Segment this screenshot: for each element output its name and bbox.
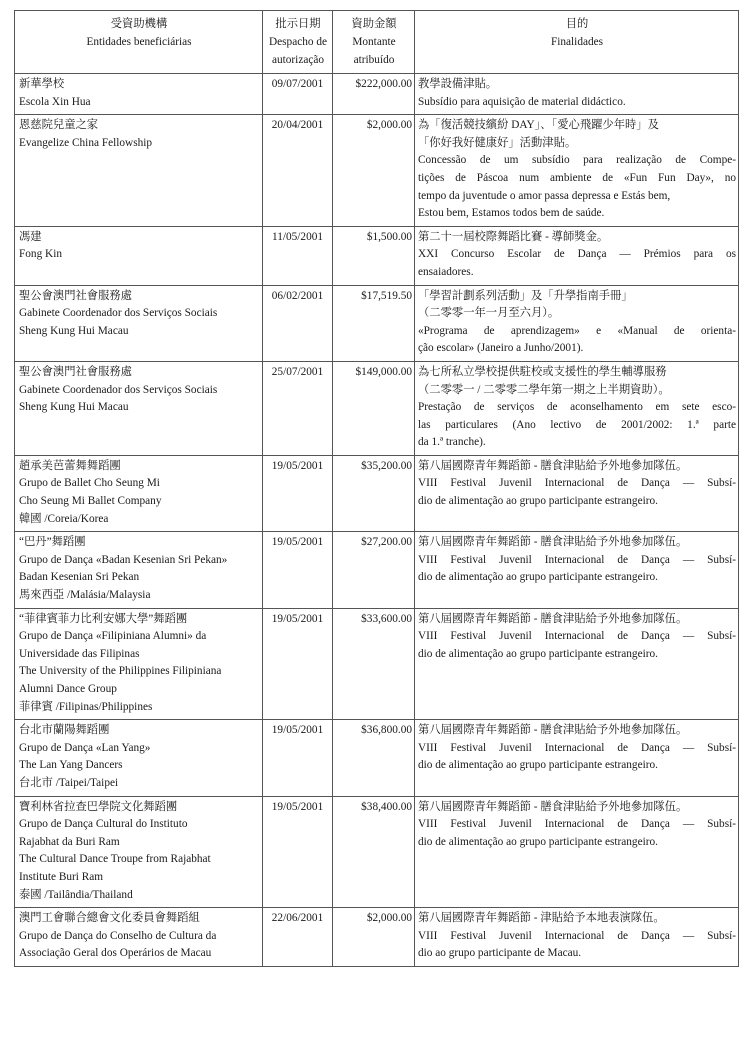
table-row: [15, 908, 739, 967]
entity-cell: [15, 532, 263, 608]
amount-cell: $36,800.00: [333, 720, 415, 796]
purpose-cell: [415, 115, 739, 227]
entity-line: Badan Kesenian Sri Pekan: [19, 571, 140, 584]
purpose-line: dio de alimentação ao grupo participante estrangeiro.: [418, 495, 658, 508]
header-purpose-zh: 目的: [565, 18, 589, 30]
purpose-line: 為「復活競技繽紛 DAY」、「愛心飛躍少年時」及: [418, 119, 659, 132]
entity-cell: [15, 908, 263, 967]
purpose-cell: [415, 74, 739, 115]
entity-line: Gabinete Coordenador dos Serviços Sociais: [19, 383, 218, 396]
entity-cell: [15, 285, 263, 361]
amount-cell: $149,000.00: [333, 361, 415, 455]
entity-line: 新華學校: [19, 78, 65, 90]
purpose-cell: [415, 226, 739, 285]
purpose-line: 「你好我好健康好」活動津貼。: [418, 136, 577, 149]
table-row: [15, 361, 739, 455]
entity-line: Cho Seung Mi Ballet Company: [19, 495, 162, 508]
entity-line: Grupo de Dança «Lan Yang»: [19, 741, 151, 754]
table-row: [15, 115, 739, 227]
entity-cell: [15, 361, 263, 455]
table-header-row: [15, 11, 739, 74]
entity-line: 菲律賓 /Filipinas/Philippines: [19, 700, 153, 713]
purpose-cell: [415, 720, 739, 796]
header-purpose: [415, 11, 739, 74]
date-cell: 19/05/2001: [263, 532, 333, 608]
purpose-line: XXI Concurso Escolar de Dança — Prémios para os: [418, 248, 736, 261]
purpose-line: 第八屆國際青年舞蹈節 - 膳食津貼給予外地參加隊伍。: [418, 612, 688, 625]
entity-line: Grupo de Dança Cultural do Instituto: [19, 818, 188, 831]
purpose-line: dio de alimentação ao grupo participante estrangeiro.: [418, 647, 658, 660]
date-cell: 06/02/2001: [263, 285, 333, 361]
entity-cell: [15, 720, 263, 796]
table-row: [15, 455, 739, 531]
entity-line: Alumni Dance Group: [19, 683, 117, 695]
header-amount-zh: 資助金額: [351, 18, 397, 30]
entity-cell: [15, 608, 263, 720]
purpose-line: VIII Festival Juvenil Internacional de Dança — Subsí-: [418, 630, 736, 643]
header-date-pt-2: autorização: [271, 54, 325, 66]
table-row: [15, 285, 739, 361]
purpose-line: 「學習計劃系列活動」及「升學指南手冊」: [418, 289, 633, 302]
entity-line: Escola Xin Hua: [19, 95, 91, 108]
header-entity-pt: Entidades beneficiárias: [86, 36, 192, 48]
amount-cell: $33,600.00: [333, 608, 415, 720]
entity-line: Grupo de Ballet Cho Seung Mi: [19, 477, 160, 490]
purpose-cell: [415, 532, 739, 608]
date-cell: 19/05/2001: [263, 608, 333, 720]
entity-line: The Lan Yang Dancers: [19, 759, 123, 772]
amount-cell: $1,500.00: [333, 226, 415, 285]
purpose-line: 為七所私立學校提供駐校或支援性的學生輔導服務: [418, 365, 667, 378]
entity-line: Grupo de Dança «Filipiniana Alumni» da: [19, 630, 207, 643]
table-row: [15, 226, 739, 285]
amount-cell: $2,000.00: [333, 115, 415, 227]
header-purpose-pt: Finalidades: [550, 36, 604, 48]
amount-cell: $222,000.00: [333, 74, 415, 115]
date-cell: 19/05/2001: [263, 455, 333, 531]
purpose-line: da 1.ª tranche).: [418, 436, 486, 449]
entity-line: Gabinete Coordenador dos Serviços Sociais: [19, 307, 218, 320]
purpose-line: VIII Festival Juvenil Internacional de Dança — Subsí-: [418, 741, 736, 754]
date-cell: 25/07/2001: [263, 361, 333, 455]
purpose-cell: [415, 455, 739, 531]
amount-cell: $38,400.00: [333, 796, 415, 908]
purpose-line: tições de Páscoa num ambiente de «Fun Fun Day», no: [418, 171, 736, 184]
purpose-line: 第八屆國際青年舞蹈節 - 膳食津貼給予外地參加隊伍。: [418, 800, 688, 813]
purpose-line: （二零零一年一月至六月）。: [418, 307, 560, 320]
purpose-line: dio ao grupo participante de Macau.: [418, 947, 582, 960]
purpose-line: dio de alimentação ao grupo participante estrangeiro.: [418, 571, 658, 584]
header-amount: [333, 11, 415, 74]
header-entity-zh: 受資助機構: [110, 18, 168, 30]
entity-line: 趙承美芭蕾舞舞蹈團: [19, 459, 121, 472]
purpose-line: dio de alimentação ao grupo participante estrangeiro.: [418, 759, 658, 772]
purpose-cell: [415, 285, 739, 361]
entity-line: 恩慈院兒童之家: [19, 119, 99, 132]
entity-line: 寶利林省拉查巴學院文化舞蹈團: [19, 800, 178, 813]
purpose-line: （二零零一 / 二零零二學年第一期之上半期資助）。: [418, 383, 670, 396]
purpose-line: dio de alimentação ao grupo participante estrangeiro.: [418, 835, 658, 848]
entity-line: Associação Geral dos Operários de Macau: [19, 947, 212, 960]
entity-line: Sheng Kung Hui Macau: [19, 401, 129, 414]
purpose-cell: [415, 361, 739, 455]
purpose-line: ensaiadores.: [418, 265, 474, 278]
purpose-line: Prestação de serviços de aconselhamento em sete esco-: [418, 401, 736, 414]
entity-line: The Cultural Dance Troupe from Rajabhat: [19, 853, 211, 866]
purpose-line: 第八屆國際青年舞蹈節 - 膳食津貼給予外地參加隊伍。: [418, 536, 688, 549]
purpose-line: VIII Festival Juvenil Internacional de Dança — Subsí-: [418, 477, 736, 490]
entity-line: Rajabhat da Buri Ram: [19, 835, 120, 848]
purpose-line: VIII Festival Juvenil Internacional de Dança — Subsí-: [418, 818, 736, 831]
purpose-line: 第八屆國際青年舞蹈節 - 津貼給予本地表演隊伍。: [418, 912, 665, 925]
amount-cell: $2,000.00: [333, 908, 415, 967]
purpose-line: VIII Festival Juvenil Internacional de Dança — Subsí-: [418, 929, 736, 942]
header-amount-pt-1: Montante: [352, 36, 396, 48]
header-date-pt-1: Despacho de: [268, 36, 328, 48]
table-row: [15, 796, 739, 908]
purpose-line: las particulares (Ano lectivo de 2001/2002: 1.ª parte: [418, 418, 736, 431]
purpose-line: Subsídio para aquisição de material didáctico.: [418, 95, 626, 108]
entity-cell: [15, 115, 263, 227]
entity-line: Fong Kin: [19, 248, 62, 261]
date-cell: 22/06/2001: [263, 908, 333, 967]
entity-line: 馮建: [19, 230, 42, 243]
entity-line: Grupo de Dança «Badan Kesenian Sri Pekan»: [19, 553, 228, 566]
grants-table: [14, 10, 739, 967]
table-row: [15, 532, 739, 608]
table-row: [15, 720, 739, 796]
purpose-cell: [415, 608, 739, 720]
entity-line: Evangelize China Fellowship: [19, 136, 153, 149]
purpose-line: 第二十一屆校際舞蹈比賽 - 導師獎金。: [418, 230, 609, 243]
entity-line: 聖公會澳門社會服務處: [19, 289, 132, 302]
entity-line: 泰國 /Tailândia/Thailand: [19, 888, 133, 901]
entity-cell: [15, 74, 263, 115]
entity-line: 馬來西亞 /Malásia/Malaysia: [19, 589, 151, 602]
entity-line: 韓國 /Coreia/Korea: [19, 512, 109, 525]
entity-line: “菲律賓菲力比利安娜大學”舞蹈團: [19, 612, 188, 625]
amount-cell: $17,519.50: [333, 285, 415, 361]
table-row: [15, 74, 739, 115]
purpose-line: VIII Festival Juvenil Internacional de Dança — Subsí-: [418, 553, 736, 566]
entity-line: Institute Buri Ram: [19, 870, 104, 883]
purpose-line: 第八屆國際青年舞蹈節 - 膳食津貼給予外地參加隊伍。: [418, 459, 688, 472]
amount-cell: $27,200.00: [333, 532, 415, 608]
purpose-cell: [415, 908, 739, 967]
entity-line: “巴丹”舞蹈團: [19, 536, 86, 549]
purpose-line: «Programa de aprendizagem» e «Manual de orienta-: [418, 324, 736, 337]
entity-cell: [15, 455, 263, 531]
entity-cell: [15, 796, 263, 908]
entity-line: 台北市蘭陽舞蹈團: [19, 724, 110, 737]
purpose-line: ção escolar» (Janeiro a Junho/2001).: [418, 342, 584, 355]
date-cell: 20/04/2001: [263, 115, 333, 227]
header-entity: [15, 11, 263, 74]
entity-line: 澳門工會聯合總會文化委員會舞蹈組: [19, 912, 200, 925]
date-cell: 09/07/2001: [263, 74, 333, 115]
purpose-line: Estou bem, Estamos todos bem de saúde.: [418, 207, 605, 220]
entity-cell: [15, 226, 263, 285]
header-date: [263, 11, 333, 74]
table-body: [15, 74, 739, 967]
header-amount-pt-2: atribuído: [353, 54, 395, 66]
date-cell: 19/05/2001: [263, 720, 333, 796]
purpose-cell: [415, 796, 739, 908]
entity-line: Sheng Kung Hui Macau: [19, 324, 129, 337]
purpose-line: 教學設備津貼。: [418, 78, 498, 90]
entity-line: 台北市 /Taipei/Taipei: [19, 776, 119, 789]
entity-line: Grupo de Dança do Conselho de Cultura da: [19, 929, 217, 942]
amount-cell: $35,200.00: [333, 455, 415, 531]
date-cell: 11/05/2001: [263, 226, 333, 285]
document-page: [14, 10, 738, 967]
purpose-line: tempo da juventude o amor passa depressa e Estás bem,: [418, 189, 671, 202]
purpose-line: 第八屆國際青年舞蹈節 - 膳食津貼給予外地參加隊伍。: [418, 724, 688, 737]
purpose-line: Concessão de um subsídio para realização de Compe-: [418, 154, 736, 167]
date-cell: 19/05/2001: [263, 796, 333, 908]
entity-line: The University of the Philippines Filipiniana: [19, 665, 222, 678]
entity-line: Universidade das Filipinas: [19, 647, 140, 660]
table-row: [15, 608, 739, 720]
entity-line: 聖公會澳門社會服務處: [19, 365, 132, 378]
header-date-zh: 批示日期: [275, 18, 321, 30]
